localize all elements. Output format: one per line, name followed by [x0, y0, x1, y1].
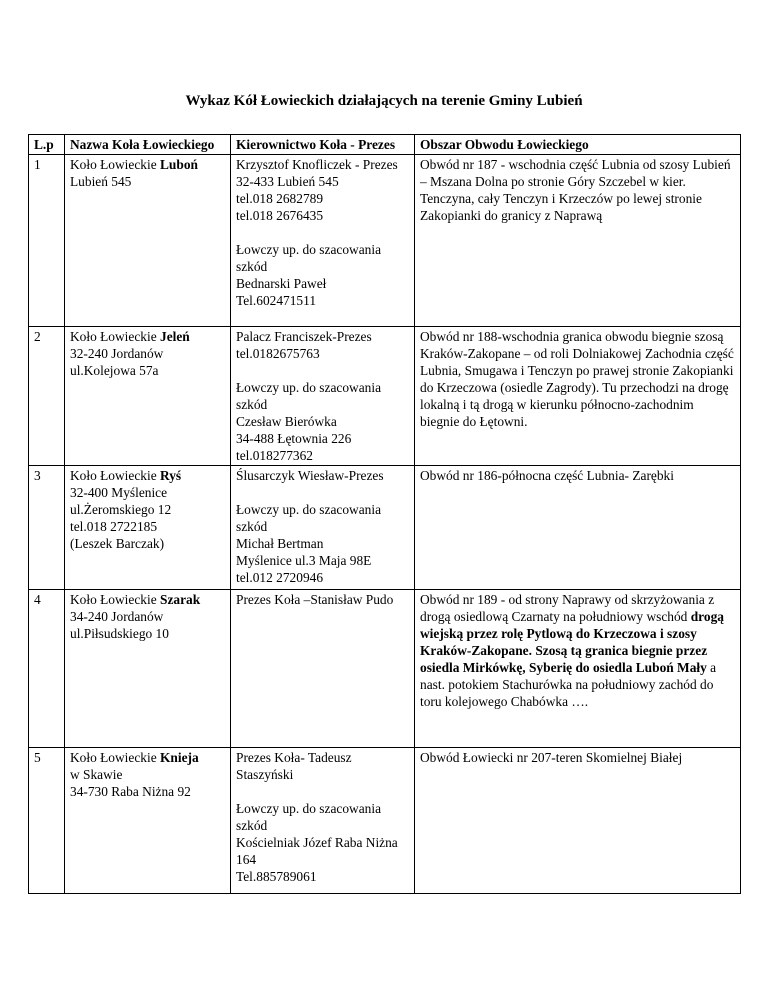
club-address-line: 34-730 Raba Niżna 92 [70, 784, 191, 799]
club-name-prefix: Koło Łowieckie [70, 157, 160, 172]
header-lp: L.p [29, 135, 65, 155]
row-lp: 1 [29, 155, 65, 327]
club-address-line: tel.018 2722185 [70, 519, 158, 534]
assessor-line: Bednarski Paweł [236, 276, 327, 291]
leadership-line: Ślusarczyk Wiesław-Prezes [236, 468, 384, 483]
area-cell: Obwód nr 187 - wschodnia część Lubnia od szosy Lubień – Mszana Dolna po stronie Góry Szczebel w kier. Tenczyna, cały Tenczyn i Krzeczów po lewej stronie Zakopianki do granicy z Naprawą [415, 155, 741, 327]
table-row [29, 590, 741, 748]
leadership-line: tel.018 2676435 [236, 208, 324, 223]
club-address-line: (Leszek Barczak) [70, 536, 165, 551]
table-row [29, 155, 741, 327]
assessor-line: Kościelniak Józef Raba Niżna 164 [236, 835, 398, 867]
club-name-prefix: Koło Łowieckie [70, 468, 160, 483]
club-name-prefix: Koło Łowieckie [70, 329, 160, 344]
club-name-bold: Jeleń [160, 329, 190, 344]
header-area: Obszar Obwodu Łowieckiego [415, 135, 741, 155]
assessor-line: Łowczy up. do szacowania szkód [236, 801, 382, 833]
club-address-line: Lubień 545 [70, 174, 132, 189]
club-address-line: w Skawie [70, 767, 123, 782]
club-name-bold: Szarak [160, 592, 201, 607]
leadership-line: Krzysztof Knofliczek - Prezes [236, 157, 398, 172]
table-row [29, 327, 741, 466]
header-name: Nazwa Koła Łowieckiego [65, 135, 231, 155]
club-address-line: ul.Żeromskiego 12 [70, 502, 172, 517]
row-lp: 3 [29, 466, 65, 590]
header-leadership: Kierownictwo Koła - Prezes [231, 135, 415, 155]
page-title: Wykaz Kół Łowieckich działających na terenie Gminy Lubień [185, 93, 583, 109]
assessor-line: Michał Bertman [236, 536, 324, 551]
leadership-line: Prezes Koła –Stanisław Pudo [236, 592, 394, 607]
leadership-line: Prezes Koła- Tadeusz Staszyński [236, 750, 352, 782]
area-text: Obwód nr 189 - od strony Naprawy od skrzyżowania z drogą osiedlową Czarnaty na południowy wschód [420, 592, 715, 624]
leadership-line: 32-433 Lubień 545 [236, 174, 339, 189]
assessor-line: 34-488 Łętownia 226 [236, 431, 352, 446]
club-address-line: ul.Piłsudskiego 10 [70, 626, 169, 641]
table-header-row [29, 135, 741, 155]
leadership-line: Palacz Franciszek-Prezes [236, 329, 372, 344]
leadership-cell [231, 590, 415, 748]
club-name-bold: Ryś [160, 468, 182, 483]
club-name-cell [65, 155, 231, 327]
assessor-line: Czesław Bierówka [236, 414, 337, 429]
area-text: a nast. potokiem Stachurówka na południowy zachód do toru kolejowego Chabówka …. [420, 660, 717, 709]
club-address-line: 32-240 Jordanów [70, 346, 164, 361]
club-name-cell [65, 590, 231, 748]
row-lp: 2 [29, 327, 65, 466]
assessor-line: Łowczy up. do szacowania szkód [236, 380, 382, 412]
assessor-line: Łowczy up. do szacowania szkód [236, 502, 382, 534]
leadership-cell [231, 327, 415, 466]
leadership-line: tel.018 2682789 [236, 191, 324, 206]
leadership-cell [231, 466, 415, 590]
area-cell: Obwód nr 186-północna część Lubnia- Zarębki [415, 466, 741, 590]
club-name-prefix: Koło Łowieckie [70, 750, 160, 765]
club-address-line: ul.Kolejowa 57a [70, 363, 159, 378]
row-lp: 4 [29, 590, 65, 748]
area-cell: Obwód Łowiecki nr 207-teren Skomielnej Białej [415, 748, 741, 894]
assessor-line: tel.012 2720946 [236, 570, 324, 585]
club-name-bold: Knieja [160, 750, 199, 765]
table-row [29, 748, 741, 894]
club-address-line: 34-240 Jordanów [70, 609, 164, 624]
club-name-bold: Luboń [160, 157, 198, 172]
club-name-cell [65, 327, 231, 466]
area-cell [415, 590, 741, 748]
area-text-bold: drogą wiejską przez rolę Pytlową do Krzeczowa i szosy Kraków-Zakopane. Szosą tą granica biegnie przez osiedla Mirkówkę, Syberię do osiedla Luboń Mały [420, 609, 724, 675]
club-name-cell [65, 748, 231, 894]
club-name-cell [65, 466, 231, 590]
leadership-cell [231, 748, 415, 894]
club-name-prefix: Koło Łowieckie [70, 592, 160, 607]
leadership-line: tel.0182675763 [236, 346, 320, 361]
assessor-line: Łowczy up. do szacowania szkód [236, 242, 382, 274]
club-address-line: 32-400 Myślenice [70, 485, 168, 500]
assessor-line: tel.018277362 [236, 448, 313, 463]
assessor-line: Tel.885789061 [236, 869, 317, 884]
table-row [29, 466, 741, 590]
assessor-line: Myślenice ul.3 Maja 98E [236, 553, 372, 568]
assessor-line: Tel.602471511 [236, 293, 317, 308]
hunting-clubs-table [28, 134, 741, 894]
leadership-cell [231, 155, 415, 327]
area-cell: Obwód nr 188-wschodnia granica obwodu biegnie szosą Kraków-Zakopane – od roli Dolniakowej Zachodnia część Lubnia, Smugawa i Tenczyn po prawej stronie Zakopianki do Krzeczowa (osiedle Zagrody). Tu przechodzi na drogę lokalną i tą drogą w kierunku północno-zachodnim biegnie do Łętowni. [415, 327, 741, 466]
row-lp: 5 [29, 748, 65, 894]
